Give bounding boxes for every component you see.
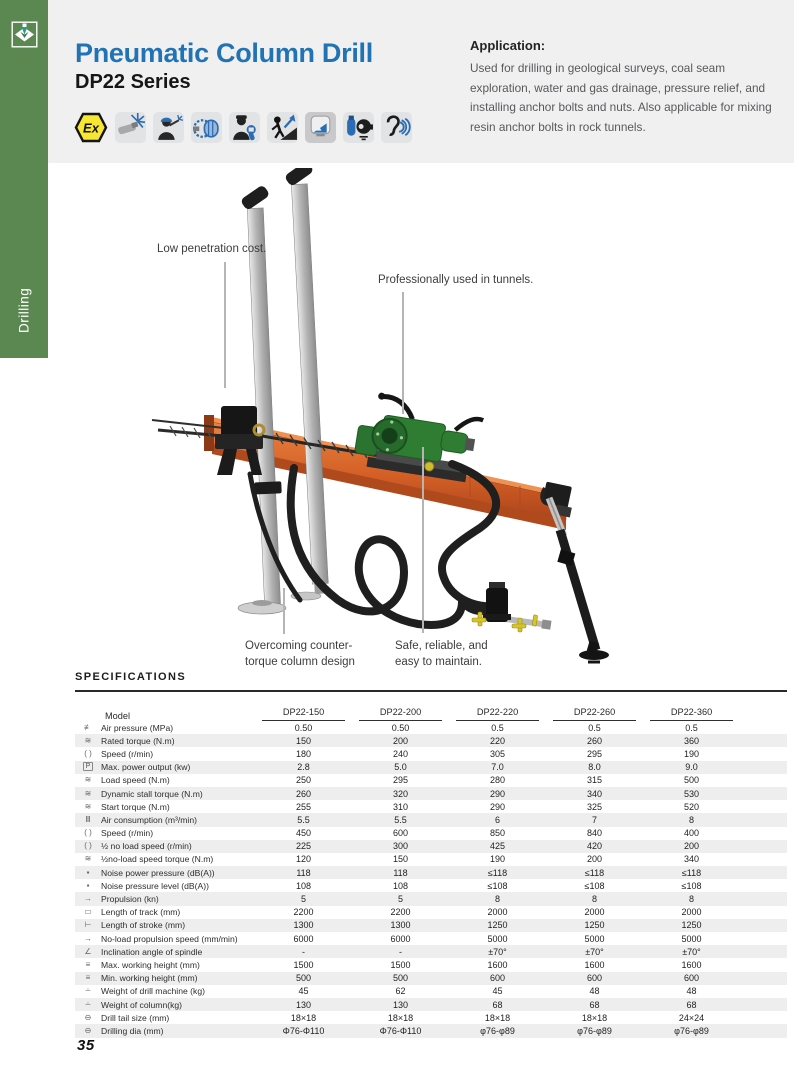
spec-cell: 200 — [392, 735, 409, 746]
callout-leader-line — [283, 588, 285, 634]
track-length-icon: ▭ — [84, 907, 92, 917]
specifications-heading: SPECIFICATIONS — [75, 671, 187, 683]
drill-size-icon: ⊖ — [84, 1025, 92, 1035]
spec-model-column-header: DP22-220 — [449, 706, 546, 721]
drill-machine-illustration — [0, 168, 794, 680]
spec-model-column-header: DP22-150 — [255, 706, 352, 721]
spec-cell: 450 — [295, 828, 312, 839]
callout-safe-reliable: Safe, reliable, and easy to maintain. — [395, 640, 488, 668]
spec-cell: 500 — [295, 973, 312, 984]
spec-cell: 305 — [489, 748, 506, 759]
spec-cell: 295 — [586, 748, 603, 759]
spec-cell: 1300 — [390, 920, 411, 931]
spec-cell: 290 — [489, 788, 506, 799]
spec-cell: - — [399, 946, 402, 957]
spec-cell: ±70° — [585, 946, 604, 957]
spec-cell: 0.5 — [685, 722, 698, 733]
spec-cell: 5000 — [487, 933, 508, 944]
application-block — [470, 38, 782, 137]
spec-cell: 5000 — [584, 933, 605, 944]
spec-table-body — [75, 721, 787, 1038]
tunnel-display-icon — [305, 112, 336, 143]
certification-icon-row — [74, 112, 412, 143]
page-number: 35 — [77, 1037, 95, 1054]
spec-cell: 8 — [688, 814, 694, 825]
spec-row-label: Noise power pressure (dB(A)) — [101, 867, 215, 878]
spec-cell: 290 — [489, 801, 506, 812]
spec-model-column-header: DP22-200 — [352, 706, 449, 721]
spec-cell: 840 — [586, 828, 603, 839]
spec-cell: 220 — [489, 735, 506, 746]
spec-row — [75, 747, 787, 760]
spec-cell: 2000 — [584, 907, 605, 918]
spec-cell: 5.0 — [394, 762, 407, 773]
spec-cell: 255 — [295, 801, 312, 812]
spec-cell: Φ76-Φ110 — [379, 1025, 422, 1036]
propulsion-icon: → — [84, 894, 92, 904]
spec-cell: 108 — [392, 880, 409, 891]
operator-spray-safety-icon — [153, 112, 184, 143]
spec-row — [75, 813, 787, 826]
callout-leader-line — [402, 292, 404, 414]
pressure-gauge-icon: ≢ — [84, 722, 92, 732]
callout-counter-torque: Overcoming counter- torque column design — [245, 640, 355, 668]
spec-row — [75, 840, 787, 853]
spec-row-label: Drill tail size (mm) — [101, 1012, 170, 1023]
spec-cell: 295 — [392, 775, 409, 786]
spec-cell: 2200 — [390, 907, 411, 918]
spec-cell: 600 — [392, 828, 409, 839]
dust-suppression-icon — [115, 112, 146, 143]
spec-row — [75, 787, 787, 800]
spec-row-label: Start torque (N.m) — [101, 801, 170, 812]
spec-cell: 18×18 — [484, 1012, 511, 1023]
low-noise-operator-icon — [343, 112, 374, 143]
spec-cell: 2200 — [293, 907, 314, 918]
spec-cell: 325 — [586, 801, 603, 812]
spec-cell: 360 — [683, 735, 700, 746]
spec-row — [75, 853, 787, 866]
spec-cell: ≤108 — [584, 880, 605, 891]
noise-icon: ▪ — [86, 867, 90, 877]
spec-cell: 118 — [296, 867, 311, 878]
application-text: Used for drilling in geological surveys, coal seam exploration, water and gas drainage, pressure relief, and installing anchor bolts and nuts. Also applicable for mixing resin anchor bolts in rock tunnels. — [470, 61, 772, 134]
sidebar-tab-drilling: Drilling — [16, 287, 32, 333]
airflow-icon: Ⅲ — [85, 814, 91, 824]
spec-row-label: Noise pressure level (dB(A)) — [101, 880, 209, 891]
spec-cell: 6 — [494, 814, 500, 825]
spec-cell: 315 — [586, 775, 603, 786]
spec-row-label: Load speed (N.m) — [101, 775, 170, 786]
svg-text:Ex: Ex — [83, 120, 99, 136]
spec-row-label: Max. power output (kw) — [101, 762, 191, 773]
spec-cell: 200 — [683, 841, 700, 852]
stroke-length-icon: ⊢ — [84, 920, 92, 930]
torque-icon: ≋ — [84, 801, 92, 811]
hearing-protection-icon — [381, 112, 412, 143]
spec-cell: 1500 — [293, 959, 314, 970]
spec-cell: 150 — [295, 735, 312, 746]
spec-row — [75, 761, 787, 774]
spec-cell: 280 — [489, 775, 506, 786]
spec-cell: ≤108 — [487, 880, 508, 891]
spec-row — [75, 879, 787, 892]
torque-icon: ≋ — [84, 788, 92, 798]
spec-cell: 600 — [586, 973, 603, 984]
spec-row-label: ½no-load speed torque (N.m) — [101, 854, 214, 865]
easy-maintenance-icon — [229, 112, 260, 143]
spec-row-label: Drilling dia (mm) — [101, 1025, 164, 1036]
spec-row — [75, 985, 787, 998]
spec-cell: 1250 — [584, 920, 605, 931]
noise-icon: ▪ — [86, 880, 90, 890]
spec-cell: 8 — [494, 894, 500, 905]
spec-row-label: Dynamic stall torque (N.m) — [101, 788, 203, 799]
spec-row — [75, 906, 787, 919]
spec-cell: 5000 — [681, 933, 702, 944]
spec-cell: ±70° — [488, 946, 507, 957]
spec-row — [75, 998, 787, 1011]
spec-cell: 9.0 — [685, 762, 698, 773]
spec-cell: 190 — [489, 854, 506, 865]
spec-row-label: Length of track (mm) — [101, 907, 181, 918]
spec-cell: 340 — [683, 854, 700, 865]
spec-cell: 425 — [489, 841, 506, 852]
angle-icon: ∠ — [84, 946, 92, 956]
spec-cell: 310 — [392, 801, 409, 812]
spec-cell: 18×18 — [387, 1012, 414, 1023]
torque-icon: ≋ — [84, 775, 92, 785]
spec-cell: 45 — [298, 986, 309, 997]
spec-cell: 1500 — [390, 959, 411, 970]
spec-row-label: Speed (r/min) — [101, 748, 154, 759]
spec-cell: ±70° — [682, 946, 701, 957]
spec-cell: 1600 — [681, 959, 702, 970]
callout-low-penetration: Low penetration cost. — [157, 243, 267, 255]
spec-cell: 420 — [586, 841, 603, 852]
spec-cell: 48 — [589, 986, 600, 997]
spec-row — [75, 1024, 787, 1037]
spec-row-label: Min. working height (mm) — [101, 973, 198, 984]
spec-cell: φ76-φ89 — [674, 1025, 709, 1036]
spec-row-label: Length of stroke (mm) — [101, 920, 186, 931]
spec-row-label: Inclination angle of spindle — [101, 946, 203, 957]
product-figure — [0, 168, 794, 680]
page-title: Pneumatic Column Drill — [75, 38, 373, 68]
spec-cell: 45 — [492, 986, 503, 997]
callout-leader-line — [224, 262, 226, 388]
spec-label-column-header: Model — [105, 711, 131, 721]
spec-row-label: Speed (r/min) — [101, 828, 154, 839]
spec-row-label: Max. working height (mm) — [101, 959, 200, 970]
spec-cell: 1600 — [584, 959, 605, 970]
spec-row-label: No-load propulsion speed (mm/min) — [101, 933, 238, 944]
spec-row — [75, 892, 787, 905]
spec-cell: φ76-φ89 — [480, 1025, 515, 1036]
rotation-icon: ( ) — [84, 828, 92, 838]
spec-cell: 8 — [688, 894, 694, 905]
height-icon: ≡ — [85, 973, 91, 983]
spec-row-label: Air consumption (m³/min) — [101, 814, 197, 825]
spec-cell: 2000 — [681, 907, 702, 918]
pneumatic-motor-icon — [191, 112, 222, 143]
spec-row — [75, 958, 787, 971]
spec-row-label: Weight of column(kg) — [101, 999, 183, 1010]
rotation-icon: ( ) — [84, 748, 92, 758]
spec-cell: 7 — [591, 814, 597, 825]
spec-cell: 240 — [392, 748, 409, 759]
series-subtitle: DP22 Series — [75, 71, 191, 93]
drill-diamond-logo — [11, 21, 38, 48]
spec-cell: 5 — [300, 894, 306, 905]
spec-cell: 1250 — [487, 920, 508, 931]
spec-cell: 600 — [489, 973, 506, 984]
drill-size-icon: ⊖ — [84, 1012, 92, 1022]
spec-cell: 250 — [295, 775, 312, 786]
spec-cell: Φ76-Φ110 — [282, 1025, 325, 1036]
spec-row — [75, 734, 787, 747]
spec-cell: 5.5 — [297, 814, 310, 825]
spec-cell: 530 — [683, 788, 700, 799]
spec-cell: 500 — [392, 973, 409, 984]
spec-cell: ≤108 — [681, 880, 702, 891]
spec-cell: 180 — [295, 748, 312, 759]
spec-cell: 520 — [683, 801, 700, 812]
power-icon: P — [75, 762, 101, 772]
spec-cell: 108 — [295, 880, 312, 891]
spec-cell: 62 — [395, 986, 406, 997]
spec-row — [75, 827, 787, 840]
spec-row — [75, 866, 787, 879]
spec-cell: 118 — [393, 867, 408, 878]
callout-leader-line — [422, 447, 424, 633]
spec-cell: 68 — [492, 999, 503, 1010]
spec-cell: 1300 — [293, 920, 314, 931]
spec-row — [75, 919, 787, 932]
spec-cell: 6000 — [293, 933, 314, 944]
weight-icon: ∸ — [84, 999, 92, 1009]
spec-row — [75, 932, 787, 945]
spec-cell: 1600 — [487, 959, 508, 970]
propulsion-icon: → — [84, 933, 92, 943]
spec-cell: 150 — [392, 854, 409, 865]
spec-row — [75, 721, 787, 734]
spec-row-label: Weight of drill machine (kg) — [101, 986, 205, 997]
callout-tunnels: Professionally used in tunnels. — [378, 274, 534, 286]
spec-cell: ≤118 — [681, 867, 702, 878]
spec-cell: 8 — [591, 894, 597, 905]
spec-row-label: ½ no load speed (r/min) — [101, 841, 192, 852]
spec-cell: 0.5 — [491, 722, 504, 733]
slope-drilling-icon — [267, 112, 298, 143]
spec-row — [75, 1011, 787, 1024]
spec-model-column-header: DP22-260 — [546, 706, 643, 721]
spec-cell: 48 — [686, 986, 697, 997]
spec-cell: 18×18 — [290, 1012, 317, 1023]
spec-cell: 0.50 — [294, 722, 313, 733]
spec-cell: ≤118 — [487, 867, 508, 878]
spec-cell: 120 — [295, 854, 312, 865]
spec-cell: 6000 — [390, 933, 411, 944]
spec-cell: 5.5 — [394, 814, 407, 825]
spec-row — [75, 945, 787, 958]
torque-icon: ≋ — [84, 854, 92, 864]
spec-cell: φ76-φ89 — [577, 1025, 612, 1036]
spec-cell: 400 — [683, 828, 700, 839]
torque-icon: ≋ — [84, 735, 92, 745]
spec-row — [75, 972, 787, 985]
spec-cell: 260 — [295, 788, 312, 799]
explosion-proof-ex-icon — [74, 112, 108, 143]
spec-cell: 130 — [392, 999, 409, 1010]
spec-cell: 190 — [683, 748, 700, 759]
spec-cell: 600 — [683, 973, 700, 984]
specifications-table — [75, 703, 787, 1038]
rotation-icon: ( ) — [84, 841, 92, 851]
spec-cell: 500 — [683, 775, 700, 786]
spec-row — [75, 774, 787, 787]
spec-cell: 200 — [586, 854, 603, 865]
spec-cell: 300 — [392, 841, 409, 852]
spec-model-column-header: DP22-360 — [643, 706, 740, 721]
specifications-rule — [75, 690, 787, 692]
spec-cell: 130 — [295, 999, 312, 1010]
spec-cell: 24×24 — [678, 1012, 705, 1023]
spec-cell: 7.0 — [491, 762, 504, 773]
spec-cell: 850 — [489, 828, 506, 839]
spec-cell: ≤118 — [584, 867, 605, 878]
spec-row-label: Propulsion (kn) — [101, 894, 159, 905]
spec-cell: 18×18 — [581, 1012, 608, 1023]
spec-cell: 2000 — [487, 907, 508, 918]
height-icon: ≡ — [85, 959, 91, 969]
spec-cell: 68 — [686, 999, 697, 1010]
spec-cell: 68 — [589, 999, 600, 1010]
spec-cell: - — [302, 946, 305, 957]
spec-cell: 0.5 — [588, 722, 601, 733]
spec-cell: 2.8 — [297, 762, 310, 773]
spec-cell: 340 — [586, 788, 603, 799]
application-heading: Application: — [470, 38, 546, 53]
spec-cell: 0.50 — [391, 722, 410, 733]
spec-row — [75, 800, 787, 813]
weight-icon: ∸ — [84, 986, 92, 996]
spec-row-label: Air pressure (MPa) — [101, 722, 174, 733]
spec-cell: 5 — [397, 894, 403, 905]
spec-cell: 320 — [392, 788, 409, 799]
spec-header-row — [75, 703, 787, 721]
support-leg — [542, 488, 609, 662]
spec-cell: 260 — [586, 735, 603, 746]
spec-row-label: Rated torque (N.m) — [101, 735, 175, 746]
spec-cell: 8.0 — [588, 762, 601, 773]
spec-cell: 1250 — [681, 920, 702, 931]
spec-cell: 225 — [295, 841, 312, 852]
